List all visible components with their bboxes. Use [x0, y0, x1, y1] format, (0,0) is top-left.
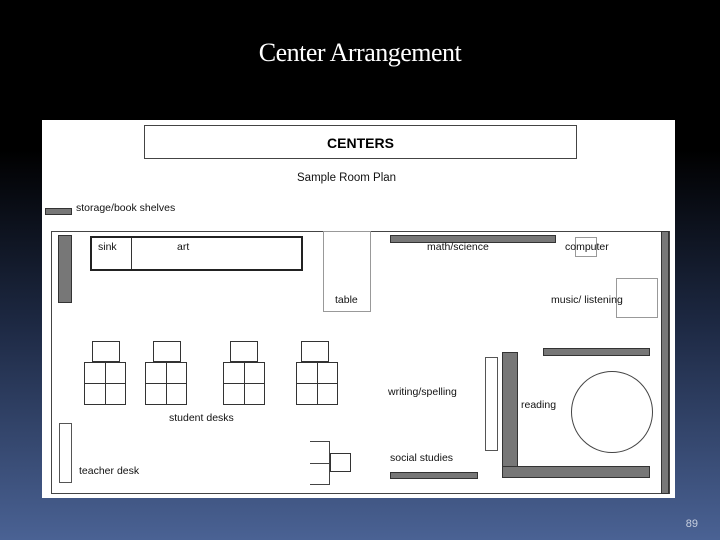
small-desk-chair [330, 453, 351, 472]
writing-spelling-board [485, 357, 498, 451]
student-desk-group [223, 362, 265, 405]
student-desk-group [296, 362, 338, 405]
slide-title: Center Arrangement [258, 38, 462, 67]
sink-art-counter [90, 236, 303, 271]
student-desks-label: student desks [169, 412, 234, 424]
centers-header-box [144, 125, 577, 159]
reading-label: reading [521, 399, 557, 411]
room-plan [42, 120, 675, 498]
plan-subtitle: Sample Room Plan [297, 172, 397, 184]
student-desk-group [145, 362, 187, 405]
storage-label: storage/book shelves [76, 202, 176, 214]
social-studies-shelf [390, 472, 478, 479]
teacher-desk-label: teacher desk [79, 465, 140, 477]
reading-rug [571, 371, 653, 453]
student-desk-group [84, 362, 126, 405]
storage-shelf [45, 208, 72, 215]
art-label: art [177, 241, 190, 253]
left-wall-shelf [58, 235, 72, 303]
page-number: 89 [685, 518, 698, 530]
social-studies-label: social studies [390, 452, 454, 464]
counter-divider [131, 238, 132, 269]
math-science-label: math/science [427, 241, 489, 253]
student-chair [92, 341, 120, 362]
music-listening-label: music/ listening [551, 294, 623, 306]
reading-shelf-top [543, 348, 650, 356]
reading-shelf-vertical [502, 352, 518, 469]
table-label: table [335, 294, 358, 306]
reading-shelf-bottom [502, 466, 650, 478]
teacher-desk [59, 423, 72, 483]
student-chair [230, 341, 258, 362]
centers-header: CENTERS [327, 135, 394, 151]
student-chair [301, 341, 329, 362]
sink-label: sink [98, 241, 117, 253]
student-chair [153, 341, 181, 362]
small-desk-bracket [310, 441, 330, 485]
computer-label: computer [565, 241, 609, 253]
writing-spelling-label: writing/spelling [388, 386, 457, 398]
right-wall-shelf [661, 231, 669, 494]
